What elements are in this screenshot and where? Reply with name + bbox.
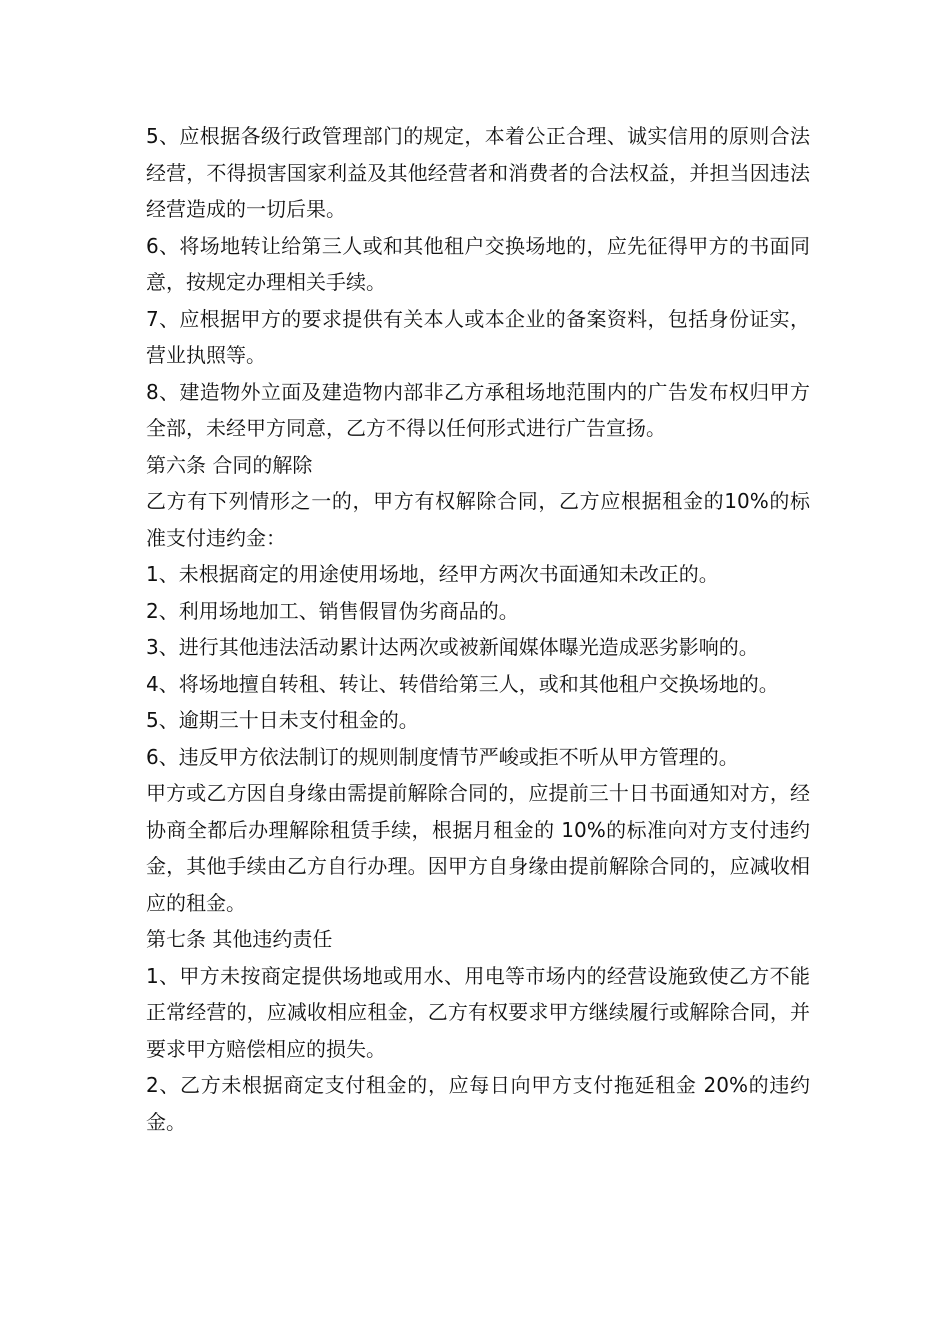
termination-item-4: 4、将场地擅自转租、转让、转借给第三人，或和其他租户交换场地的。: [146, 671, 779, 696]
termination-item-6: 6、违反甲方依法制订的规则制度情节严峻或拒不听从甲方管理的。: [146, 744, 739, 769]
clause-6-paragraph: 6、将场地转让给第三人或和其他租户交换场地的，应先征得甲方的书面同意，按规定办理相关手续。: [146, 233, 810, 294]
termination-item-3: 3、进行其他违法活动累计达两次或被新闻媒体曝光造成恶劣影响的。: [146, 635, 759, 659]
clause-7-paragraph: 7、应根据甲方的要求提供有关本人或本企业的备案资料，包括身份证实，营业执照等。: [146, 306, 810, 367]
early-termination-paragraph: 甲方或乙方因自身缘由需提前解除合同的，应提前三十日书面通知对方，经协商全都后办理解除租赁手续，根据月租金的 10%的标准向对方支付违约金，其他手续由乙方自行办理。因甲方自身缘由提前解除合同的，应减收相应的租金。: [146, 781, 810, 915]
clause-5-paragraph: 5、应根据各级行政管理部门的规定，本着公正合理、诚实信用的原则合法经营，不得损害国家利益及其他经营者和消费者的合法权益，并担当因违法经营造成的一切后果。: [146, 124, 810, 221]
termination-item-1: 1、未根据商定的用途使用场地，经甲方两次书面通知未改正的。: [146, 562, 719, 586]
article-7-heading: 第七条 其他违约责任: [146, 927, 333, 951]
liability-item-2: 2、乙方未根据商定支付租金的，应每日向甲方支付拖延租金 20%的违约金。: [146, 1073, 810, 1134]
article-6-intro: 乙方有下列情形之一的，甲方有权解除合同，乙方应根据租金的10%的标准支付违约金：: [146, 489, 810, 550]
article-6-heading: 第六条 合同的解除: [146, 452, 313, 477]
document-body: [146, 118, 810, 1140]
clause-8-paragraph: 8、建造物外立面及建造物内部非乙方承租场地范围内的广告发布权归甲方全部，未经甲方同意，乙方不得以任何形式进行广告宣扬。: [146, 379, 810, 440]
termination-item-2: 2、利用场地加工、销售假冒伪劣商品的。: [146, 598, 519, 623]
termination-item-5: 5、逾期三十日未支付租金的。: [146, 708, 419, 732]
liability-item-1: 1、甲方未按商定提供场地或用水、用电等市场内的经营设施致使乙方不能正常经营的，应减收相应租金，乙方有权要求甲方继续履行或解除合同，并要求甲方赔偿相应的损失。: [146, 963, 810, 1061]
